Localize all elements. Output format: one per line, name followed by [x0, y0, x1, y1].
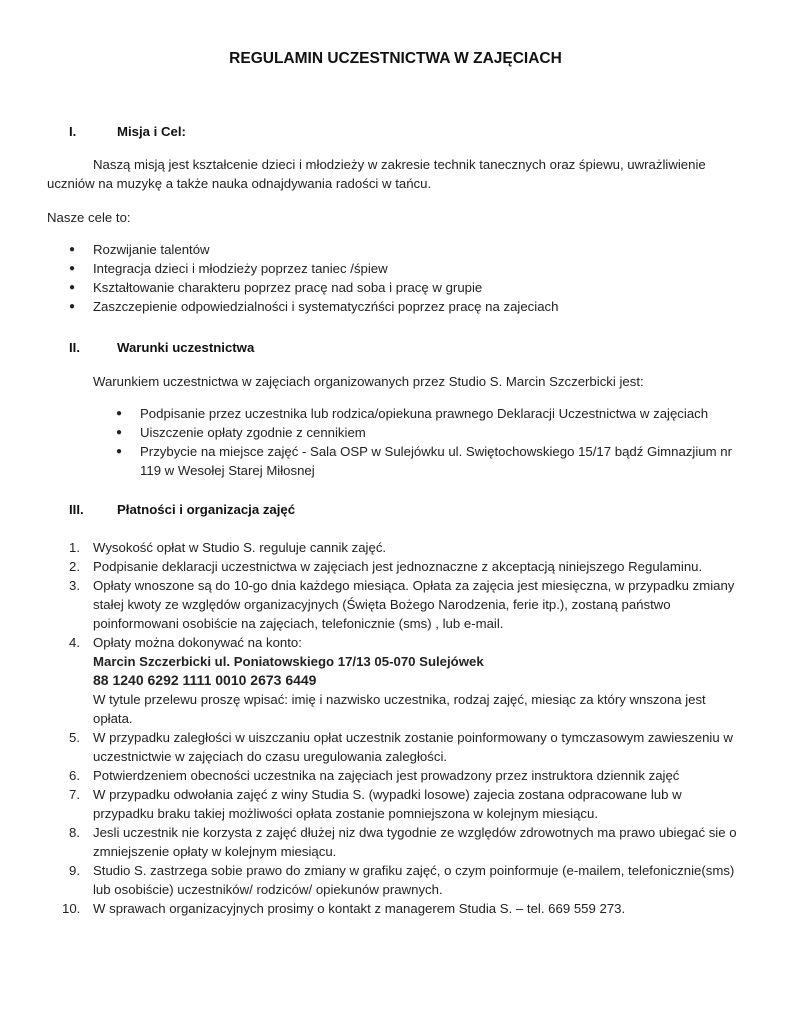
section-3-heading [69, 502, 295, 517]
list-item: 9. Studio S. zastrzega sobie prawo do zmiany w grafiku zajęć, o czym poinformuje (e-mailem, telefonicznie(sms) lub osobiście) uczestników/ rodziców/ opiekunów prawnych. [69, 863, 735, 897]
conditions-intro: Warunkiem uczestnictwa w zajęciach organizowanych przez Studio S. Marcin Szczerbicki jest: [93, 374, 644, 389]
bullet-icon: ● [69, 282, 76, 293]
list-item: ● Integracja dzieci i młodzieży poprzez taniec /śpiew [69, 261, 388, 276]
mission-line-1: Naszą misją jest kształcenie dzieci i młodzieży w zakresie technik tanecznych oraz śpiewu, uwrażliwienie [93, 157, 706, 172]
bullet-icon: ● [69, 301, 76, 312]
goals-intro: Nasze cele to: [47, 210, 131, 225]
list-item: ● Zaszczepienie odpowiedzialności i systematyczńści poprzez pracę na zajeciach [69, 299, 559, 314]
bank-account-number: 88 1240 6292 1111 0010 2673 6449 [93, 672, 317, 688]
bullet-icon: ● [116, 427, 123, 438]
bank-recipient: Marcin Szczerbicki ul. Poniatowskiego 17/13 05-070 Sulejówek [93, 654, 484, 669]
list-item-continuation: 119 w Wesołej Starej Miłosnej [140, 463, 315, 478]
bullet-icon: ● [69, 263, 76, 274]
list-item: 7. W przypadku odwołania zajęć z winy Studia S. (wypadki losowe) zajecia zostana odpracowane lub w przypadku braku takiej możliwości opłata zostanie pomniejszona w kolejnym miesiącu. [69, 787, 682, 821]
section-2-title: Warunki uczestnictwa [117, 340, 255, 355]
list-item: ● Kształtowanie charakteru poprzez pracę nad soba i pracę w grupie [69, 280, 483, 295]
list-item: 1. Wysokość opłat w Studio S. reguluje cannik zajęć. [69, 540, 387, 555]
list-item: 5. W przypadku zaległości w uiszczaniu opłat uczestnik zostanie poinformowany o tymczasowym zawieszeniu w uczestnictwie w zajęciach do czasu uregulowania zaległości. [69, 730, 733, 764]
list-item: 10. W sprawach organizacyjnych prosimy o kontakt z managerem Studia S. – tel. 669 559 273. [62, 901, 626, 916]
mission-line-2: uczniów na muzykę a także nauka odnajdywania radości w tańcu. [47, 176, 432, 191]
bullet-icon: ● [116, 408, 123, 419]
list-item: ● Uiszczenie opłaty zgodnie z cennikiem [116, 425, 366, 440]
list-item: ● Podpisanie przez uczestnika lub rodzica/opiekuna prawnego Deklaracji Uczestnictwa w zajęciach [116, 406, 709, 421]
section-1-heading [69, 124, 186, 139]
section-2-heading [69, 340, 254, 355]
goals-list [69, 240, 559, 316]
list-item: 4. Opłaty można dokonywać na konto: Marcin Szczerbicki ul. Poniatowskiego 17/13 05-070 Sulejówek 88 1240 6292 1111 0010 2673 6449 W tytule przelewu proszę wpisać: imię i nazwisko uczestnika, rodzaj zajęć, miesiąc za który wnszona jest opłata. [47, 633, 757, 728]
section-1-title: Misja i Cel: [117, 124, 186, 139]
list-item: 8. Jesli uczestnik nie korzysta z zajęć dłużej niz dwa tygodnie ze względów zdrowotnych ma prawo ubiegać sie o zmniejszenie opłaty w kolejnym miesiącu. [69, 825, 737, 859]
payments-list [47, 538, 757, 918]
list-item: ● Rozwijanie talentów [69, 242, 210, 257]
section-2-number: II. [69, 340, 80, 355]
list-item: ● Przybycie na miejsce zajęć - Sala OSP w Sulejówku ul. Swiętochowskiego 15/17 bądź Gimnazjium nr [116, 444, 732, 459]
conditions-list [116, 404, 732, 480]
bullet-icon: ● [69, 244, 76, 255]
document-title: REGULAMIN UCZESTNICTWA W ZAJĘCIACH [229, 50, 562, 67]
section-1-number: I. [69, 124, 77, 139]
list-item: 6. Potwierdzeniem obecności uczestnika na zajęciach jest prowadzony przez instruktora dziennik zajęć [69, 768, 680, 783]
section-3-title: Płatności i organizacja zajęć [117, 502, 296, 517]
list-item: 2. Podpisanie deklaracji uczestnictwa w zajęciach jest jednoznaczne z akceptacją niniejszego Regulaminu. [69, 559, 703, 574]
section-3-number: III. [69, 502, 84, 517]
list-item: 3. Opłaty wnoszone są do 10-go dnia każdego miesiąca. Opłata za zajęcia jest miesięczna, w przypadku zmiany stałej kwoty ze względów organizacyjnych (Święta Bożego Narodzenia, ferie itp.), zostaną państwo poinformowani osobiście na zajęciach, telefonicznie (sms) , lub e-mail. [69, 578, 735, 631]
bullet-icon: ● [116, 446, 123, 457]
